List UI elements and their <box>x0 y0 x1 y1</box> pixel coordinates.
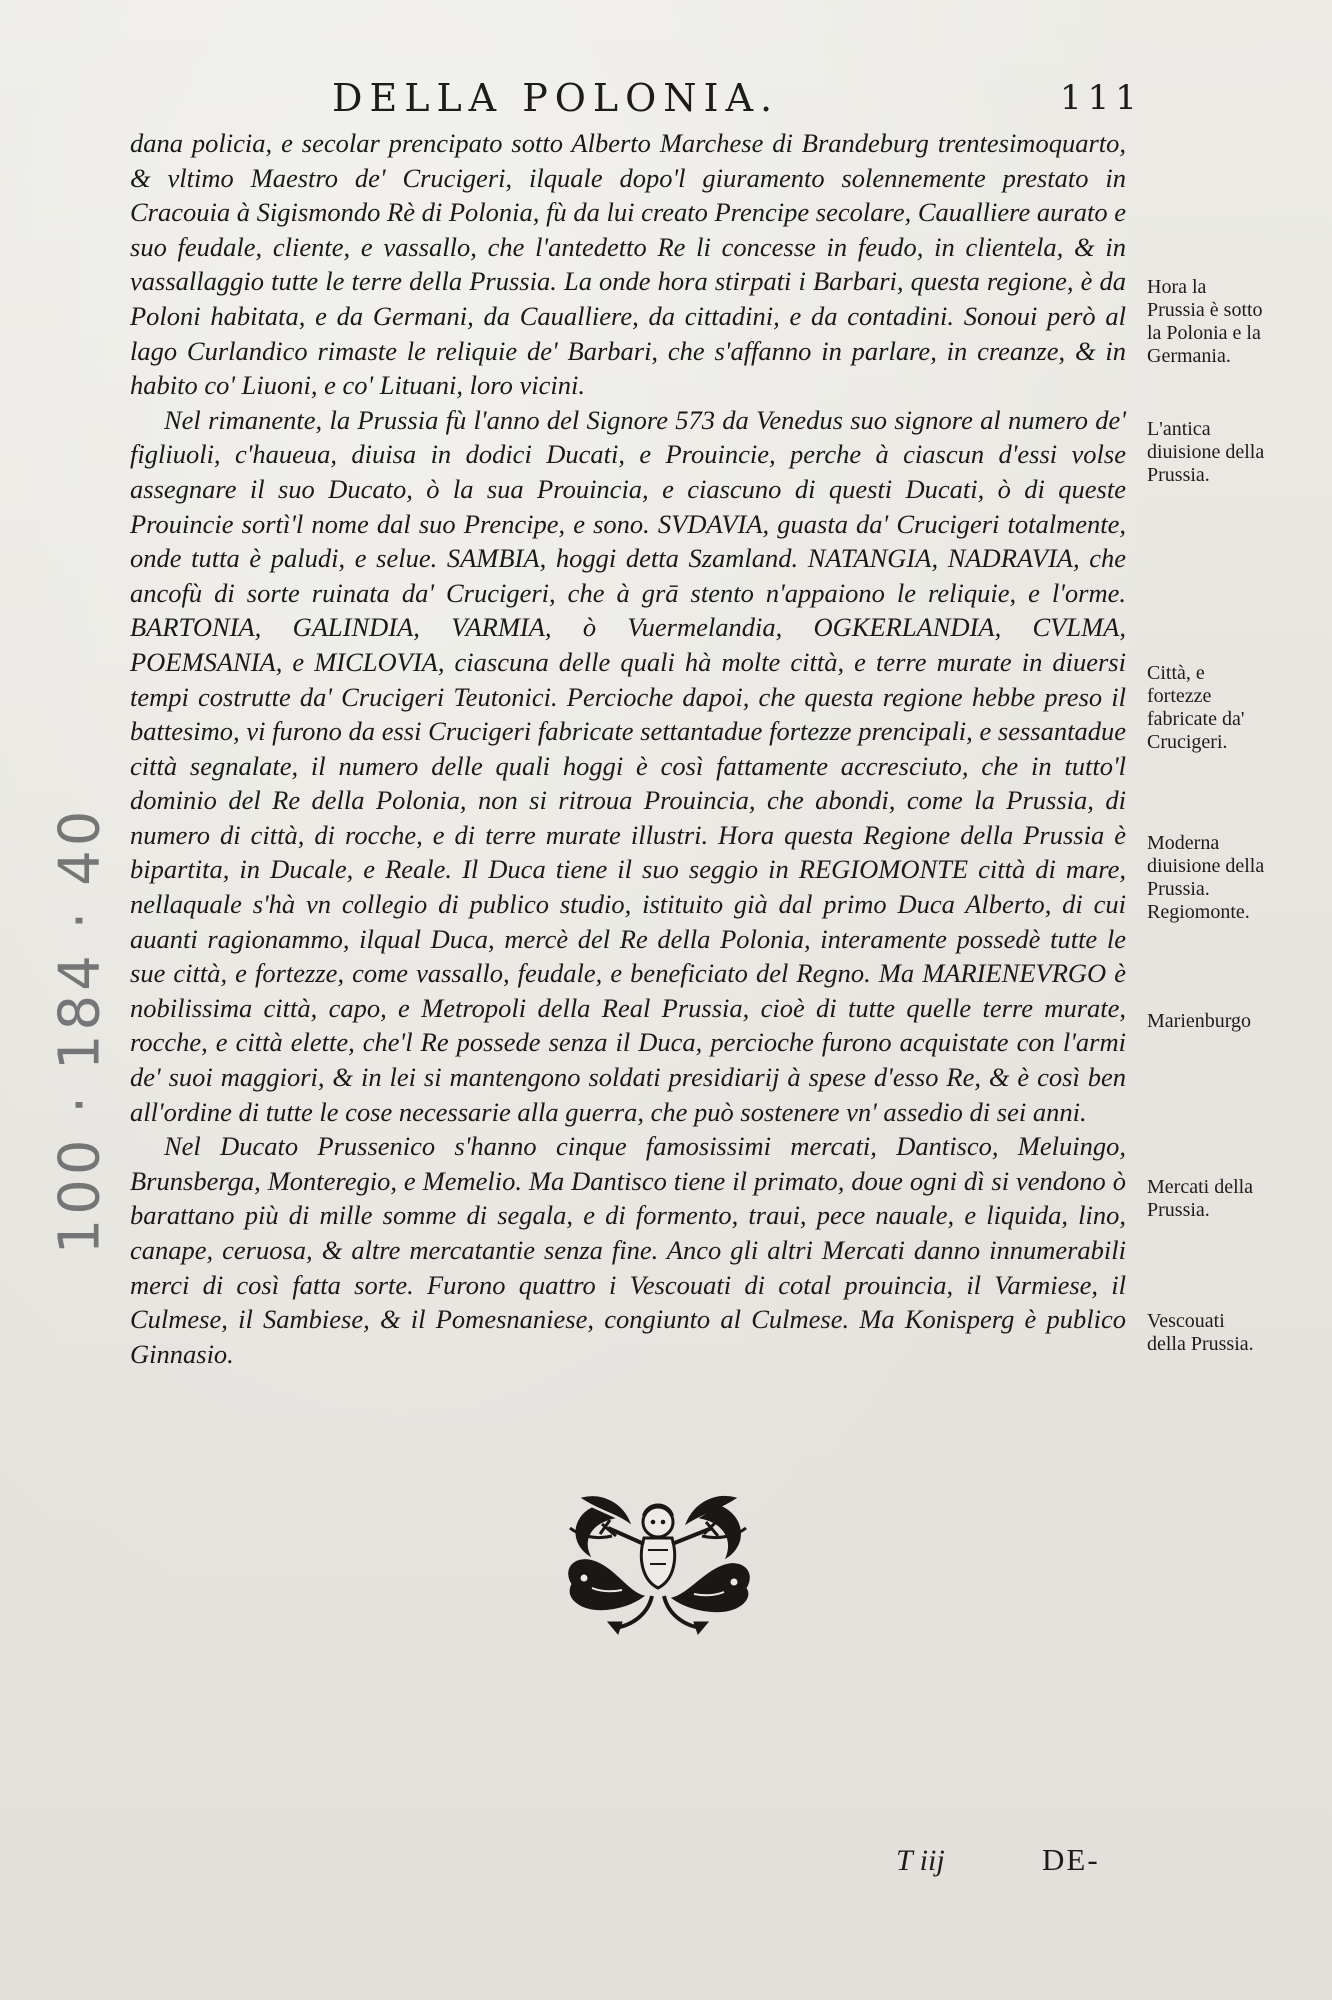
margin-note-prussia-government: Hora la Prussia è sotto la Polonia e la Germania. <box>1147 276 1263 367</box>
margin-note-bishoprics: Vescouati della Prussia. <box>1147 1310 1254 1355</box>
cherub-dolphins-woodcut-icon <box>552 1488 764 1638</box>
catchword: DE- <box>1042 1842 1100 1877</box>
margin-note-fortified-cities: Città, e fortezze fabricate da' Crucigeri. <box>1147 662 1245 753</box>
main-text-block <box>130 126 1126 1371</box>
margin-note-modern-division: Moderna diuisione della Prussia. Regiomonte. <box>1147 832 1265 923</box>
handwritten-text: 100 · 184 · 40 <box>47 806 113 1255</box>
running-title: DELLA POLONIA. <box>332 76 780 120</box>
paragraph-3: Nel Ducato Prussenico s'hanno cinque famosissimi mercati, Dantisco, Meluingo, Brunsberga, Monteregio, e Memelio. Ma Dantisco tiene il primato, doue ogni dì si vendono ò barattano più di mille somme di segala, e di formento, traui, pece nauale, e liquida, lino, canape, ceruosa, & altre mercatantie senza fine. Anco gli altri Mercati danno innumerabili merci di così fatta sorte. Furono quattro i Vescouati di cotal prouincia, il Varmiese, il Culmese, il Sambiese, & il Pomesnaniese, congiunto al Culmese. Ma Konisperg è publico Ginnasio. <box>130 1131 1126 1369</box>
paragraph-2: Nel rimanente, la Prussia fù l'anno del Signore 573 da Venedus suo signore al numero de' figliuoli, c'haueua, diuisa in dodici Ducati, e Prouincie, perche à ciascun d'essi volse assegnare il suo Ducato, ò la sua Prouincia, e ciascuno di questi Ducati, ò di queste Prouincie sortì'l nome dal suo Prencipe, e sono. SVDAVIA, guasta da' Crucigeri totalmente, onde tutta è paludi, e selue. SAMBIA, hoggi detta Szamland. NATANGIA, NADRAVIA, che ancofù di sorte ruinata da' Crucigeri, che à grā stento n'appaiono le reliquie, e l'orme. BARTONIA, GALINDIA, VARMIA, ò Vuermelandia, OGKERLANDIA, CVLMA, POEMSANIA, e MICLOVIA, ciascuna delle quali hà molte città, e terre murate in diuersi tempi costrutte da' Crucigeri Teutonici. Percioche dapoi, che questa regione hebbe preso il battesimo, vi furono da essi Crucigeri fabricate settantadue fortezze prencipali, e sessantadue città segnalate, il numero delle quali hoggi è così fattamente accresciuto, che in tutto'l dominio del Re della Polonia, non si ritroua Prouincia, che abondi, come la Prussia, di numero di città, di rocche, e di terre murate illustri. Hora questa Regione della Prussia è bipartita, in Ducale, e Reale. Il Duca tiene il suo seggio in REGIOMONTE città di mare, nellaquale s'hà vn collegio di publico studio, istituito già dal primo Duca Alberto, di cui auanti ragionammo, ilqual Duca, mercè del Re della Polonia, interamente possedè tutte le sue città, e fortezze, come vassallo, feudale, e beneficiato del Regno. Ma MARIENEVRGO è nobilissima città, capo, e Metropoli della Real Prussia, cioè di tutte quelle terre murate, rocche, e città elette, che'l Re possede senza il Duca, percioche furono acquistate con l'armi de' suoi maggiori, & in lei si mantengono soldati presidiarij à spese d'esso Re, & è così ben all'ordine di tutte le cose necessarie alla guerra, che può sostenere vn' assedio di sei anni. <box>130 404 1126 1127</box>
paragraph-1: dana policia, e secolar prencipato sotto Alberto Marchese di Brandeburg trentesimoquarto, & vltimo Maestro de' Crucigeri, ilquale dopo'l giuramento solennemente prestato in Cracouia à Sigismondo Rè di Polonia, fù da lui creato Prencipe secolare, Caualliere aurato e suo feudale, cliente, e vassallo, che l'antedetto Re li concesse in feudo, in clientela, & in vassallaggio tutte le terre della Prussia. La onde hora stirpati i Barbari, questa regione, è da Poloni habitata, e da Germani, da Caualliere, da cittadini, e da contadini. Sonoui però al lago Curlandico rimaste le reliquie de' Barbari, che s'affanno in parlare, in creanze, & in habito co' Liuoni, e co' Lituani, loro vicini. <box>130 128 1126 401</box>
signature-mark: T iij <box>896 1844 945 1877</box>
page-number: 111 <box>1060 78 1143 118</box>
margin-note-ancient-division: L'antica diuisione della Prussia. <box>1147 418 1265 486</box>
margin-note-markets: Mercati della Prussia. <box>1147 1176 1254 1221</box>
handwritten-pencil-note <box>10 740 130 1300</box>
margin-note-marienburgo: Marienburgo <box>1147 1010 1252 1032</box>
